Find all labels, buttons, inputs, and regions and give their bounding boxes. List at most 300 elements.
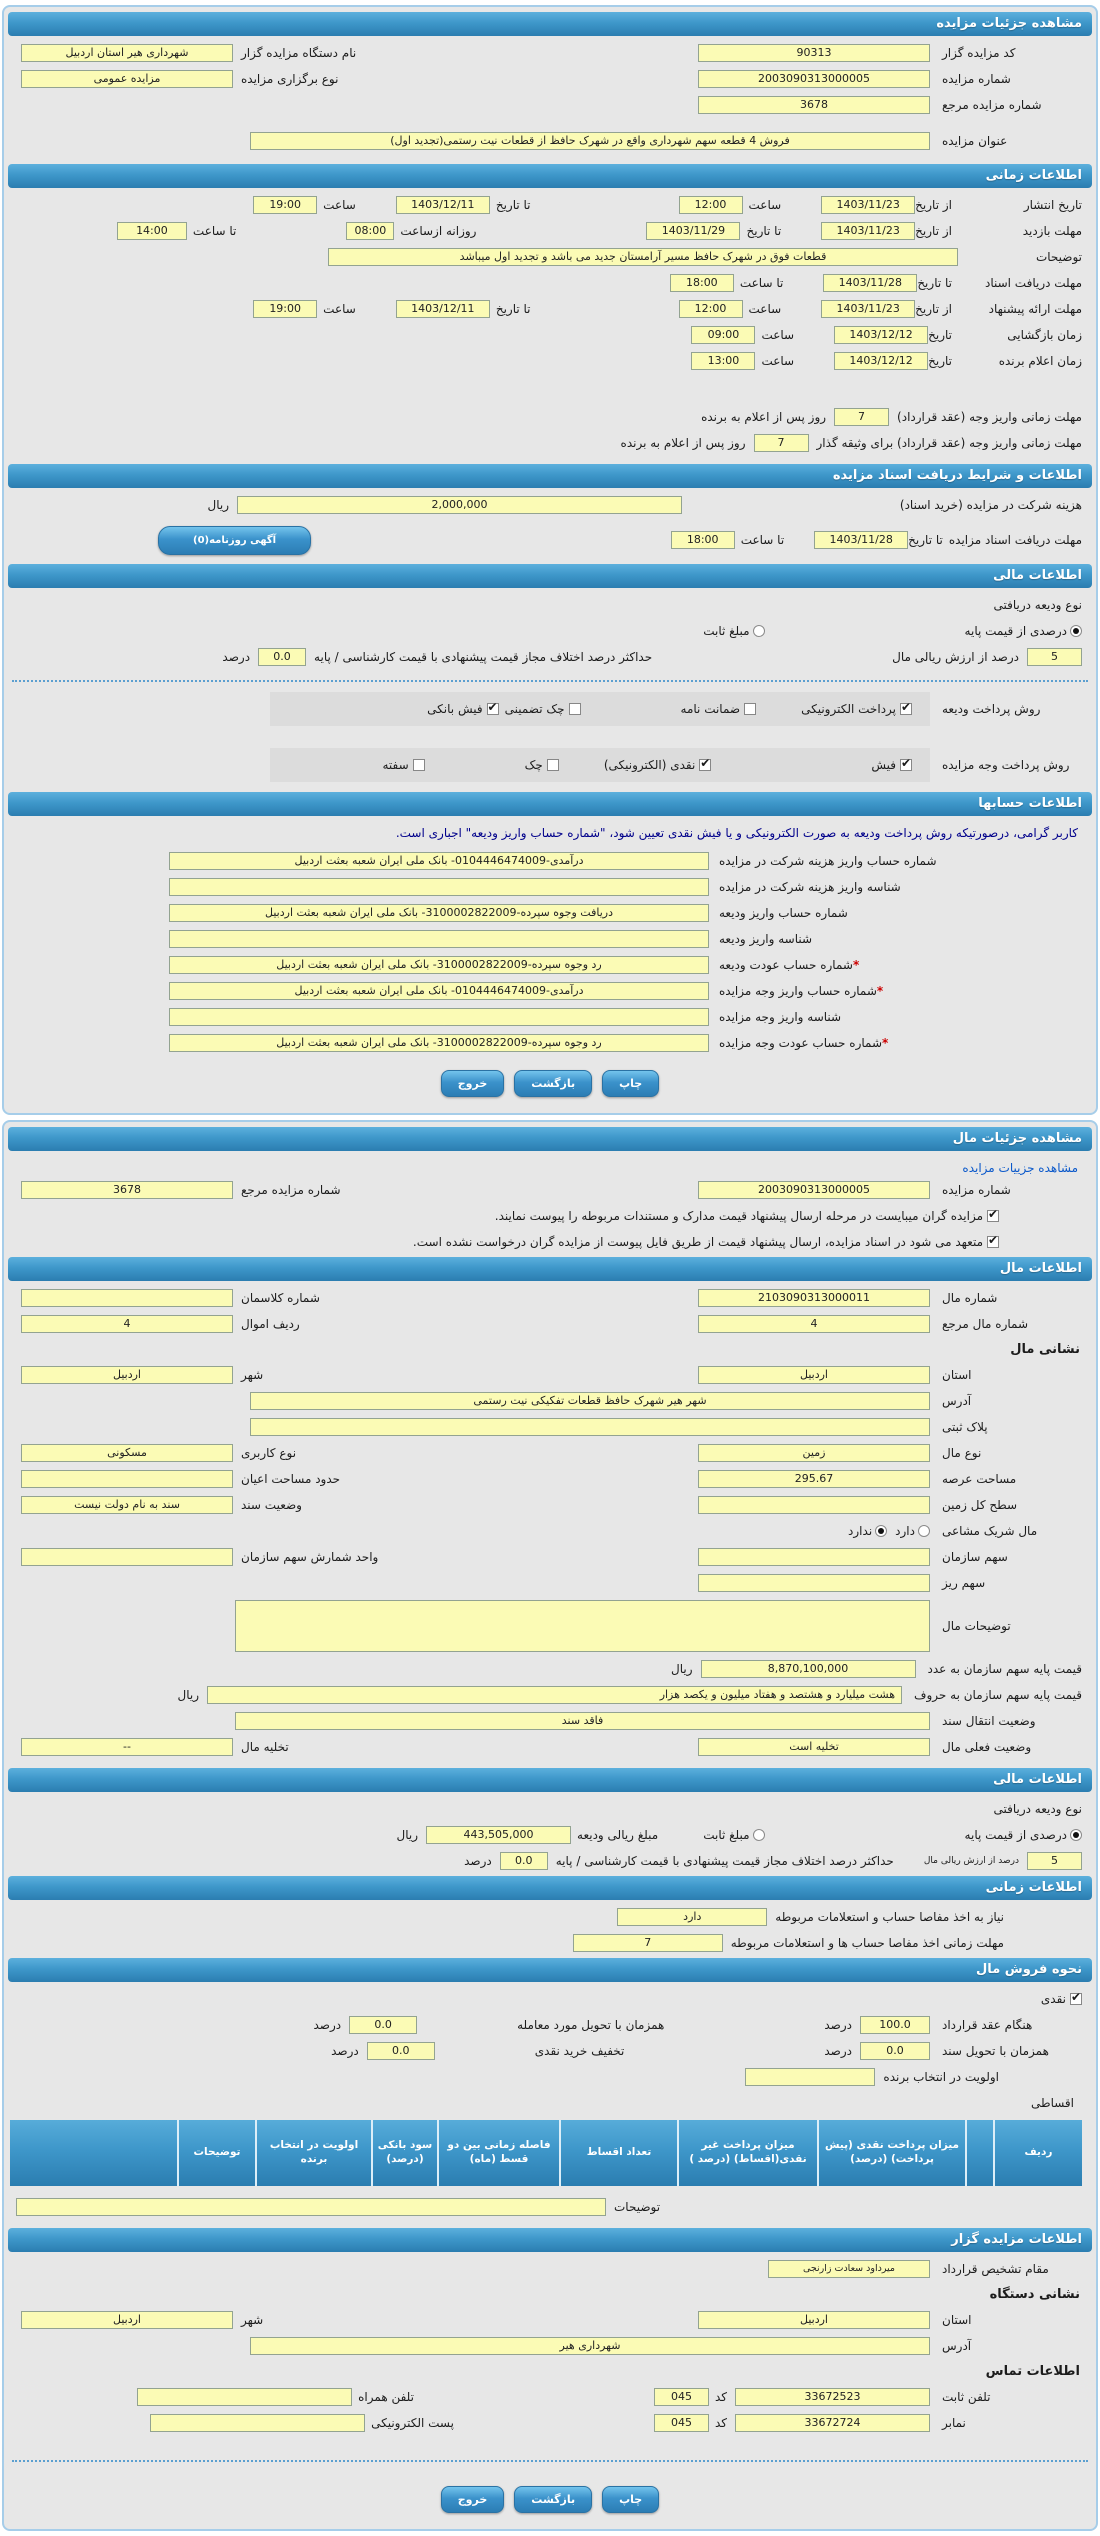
col-winner-priority: اولویت در انتخاب برنده [256, 2120, 372, 2186]
account-row [6, 926, 1094, 952]
payment-deadline-suffix-1: روز پس از اعلام به برنده [701, 410, 827, 424]
publish-from-time-field[interactable]: 12:00 [679, 196, 743, 214]
dotted-divider [12, 680, 1088, 682]
auction-number-field[interactable]: 2003090313000005 [698, 70, 930, 88]
item-ref-field[interactable]: 4 [698, 1315, 930, 1333]
method-secured-check [505, 702, 581, 716]
to-date-word: تا تاریخ [495, 302, 531, 316]
rial-word: ریال [177, 1688, 200, 1702]
deposit-account-field[interactable]: دریافت وجوه سپرده-3100002822009- بانک ملی ایران شعبه بعثت اردبیل [169, 904, 709, 922]
auction-pay-account-field[interactable]: درآمدی-0104446474009- بانک ملی ایران شعبه بعثت اردبیل [169, 982, 709, 1000]
no-file-offer-label: متعهد می شود در اسناد مزایده، ارسال پیشنهاد قیمت از طریق فایل پیوست از مزایده گران درخواست نشده است. [412, 1235, 983, 1249]
docs-deadline-label: مهلت دریافت اسناد مزایده [948, 533, 1082, 547]
hour-word: ساعت [748, 302, 782, 316]
deed-transfer-field[interactable]: فاقد سند [235, 1712, 930, 1730]
max-diff-field[interactable]: 0.0 [500, 1852, 548, 1870]
percent-word: درصد [331, 2044, 359, 2058]
visit-from-field[interactable]: 1403/11/23 [821, 222, 915, 240]
building-area-field[interactable] [21, 1470, 233, 1488]
max-diff-label: حداکثر درصد اختلاف مجاز قیمت پیشنهادی با قیمت کارشناسی / پایه [555, 1854, 894, 1868]
fax-row [6, 2410, 1094, 2436]
item-kind-row [6, 1440, 1094, 1466]
attachment-required-label: مزایده گران میبایست در مرحله ارسال پیشنهاد قیمت مدارک و مستندات مربوطه را پیوست نمایند. [494, 1209, 983, 1223]
sub-share-row [6, 1570, 1094, 1596]
account-row [6, 952, 1094, 978]
account-row [6, 1030, 1094, 1056]
method-guarantee [681, 702, 757, 716]
item-kind-field[interactable]: زمین [698, 1444, 930, 1462]
slip-checkbox[interactable] [900, 759, 912, 771]
winner-priority-label: اولویت در انتخاب برنده [883, 2070, 999, 2084]
deposit-type-row [6, 592, 1094, 618]
clearance-deadline-field[interactable]: 7 [573, 1934, 723, 1952]
from-date-word: از تاریخ [915, 198, 952, 212]
area-label: مساحت عرصه [942, 1472, 1017, 1486]
payment-deadline-label-2: مهلت زمانی واریز وجه (عقد قرارداد) برای وثیقه گذار [816, 436, 1082, 450]
clearance-need-field[interactable]: دارد [617, 1908, 767, 1926]
auction-number-label: شماره مزایده [942, 72, 1011, 86]
org-address-label: آدرس [942, 2339, 972, 2353]
usage-field[interactable]: مسکونی [21, 1444, 233, 1462]
time-description-row [6, 244, 1094, 270]
auction-title-row [6, 128, 1094, 154]
payment-deadline-days-1[interactable]: 7 [834, 408, 889, 426]
item-description-field[interactable] [235, 1600, 930, 1652]
publish-to-date-field[interactable]: 1403/12/11 [396, 196, 490, 214]
sub-share-label: سهم ریز [942, 1576, 986, 1590]
contact-info-subhead: اطلاعات تماس [985, 2364, 1080, 2379]
item-auction-number-row [6, 1177, 1094, 1203]
fixed-amount-radio[interactable] [753, 625, 765, 637]
bank-slip-label: فیش بانکی [427, 702, 483, 716]
shared-no-radio[interactable] [875, 1525, 887, 1537]
org-share-field[interactable] [698, 1548, 930, 1566]
publish-from-date-field[interactable]: 1403/11/23 [821, 196, 915, 214]
section-title: اطلاعات زمانی [985, 168, 1082, 183]
docs-receive-label: مهلت دریافت اسناد [984, 276, 1082, 290]
auction-return-account-field[interactable]: رد وجوه سپرده-3100002822009- بانک ملی ایران شعبه بعثت اردبیل [169, 1034, 709, 1052]
method-check [525, 758, 559, 772]
phone-label: تلفن ثابت [942, 2390, 991, 2404]
time-description-label: توضیحات [1035, 250, 1082, 264]
auction-details-panel [2, 5, 1098, 1115]
visit-to-field[interactable]: 1403/11/29 [646, 222, 740, 240]
col-installment-interval: فاصله زمانی بین دو قسط (ماه) [438, 2120, 560, 2186]
delivery-payment-label: همزمان با تحویل مورد معامله [517, 2018, 665, 2032]
bank-slip-checkbox[interactable] [487, 703, 499, 715]
cash-discount-field[interactable]: 0.0 [367, 2042, 435, 2060]
auction-type-field[interactable]: مزایده عمومی [21, 70, 233, 88]
fax-field[interactable]: 33672724 [735, 2414, 930, 2432]
account-row [6, 848, 1094, 874]
org-address-subhead: نشانی دستگاه [989, 2287, 1080, 2302]
offer-label: مهلت ارائه پیشنهاد [988, 302, 1082, 316]
section-title: نحوه فروش مال [976, 1962, 1082, 1977]
electronic-payment-checkbox[interactable] [900, 703, 912, 715]
payment-deadline-suffix-2: روز پس از اعلام به برنده [620, 436, 746, 450]
org-share-label: سهم سازمان [942, 1550, 1008, 1564]
section-title: اطلاعات و شرایط دریافت اسناد مزایده [832, 468, 1082, 483]
address-field[interactable]: شهر هیر شهرک حافظ قطعات تفکیکی نیت رستمی [250, 1392, 930, 1410]
offer-deadline-row [6, 296, 1094, 322]
auction-payment-method-row [6, 748, 1094, 782]
deposit-type-label: نوع ودیعه دریافتی [993, 1802, 1082, 1816]
participation-fee-field[interactable]: 2,000,000 [237, 496, 682, 514]
auction-pay-id-label: شناسه واریز وجه مزایده [719, 1010, 842, 1024]
deposit-percent-field[interactable]: 5 [1027, 648, 1082, 666]
shared-no-label: ندارد [848, 1524, 873, 1538]
exit-button[interactable]: خروج [441, 2486, 505, 2513]
contract-authority-row [6, 2256, 1094, 2282]
col-select [966, 2120, 994, 2186]
org-name-field[interactable]: شهرداری هیر استان اردبیل [21, 44, 233, 62]
province-field[interactable]: اردبیل [698, 1366, 930, 1384]
section-title: اطلاعات مالی [993, 1772, 1082, 1787]
auction-pay-id-field[interactable] [169, 1008, 709, 1026]
exit-button[interactable]: خروج [441, 1070, 505, 1097]
land-area-label: سطح کل زمین [942, 1498, 1018, 1512]
from-date-word: از تاریخ [915, 224, 952, 238]
classification-label: شماره کلاسمان [241, 1291, 320, 1305]
check-checkbox[interactable] [547, 759, 559, 771]
base-price-words-label: قیمت پایه سهم سازمان به حروف [914, 1688, 1082, 1702]
newspaper-ad-button[interactable]: آگهی روزنامه(0) [158, 526, 311, 555]
payment-deadline-row-2 [6, 430, 1094, 456]
percent-word: درصد [824, 2044, 852, 2058]
area-row [6, 1466, 1094, 1492]
hour-word: ساعت [761, 328, 795, 342]
item-address-row [6, 1388, 1094, 1414]
account-row [6, 1004, 1094, 1030]
no-file-offer-row [6, 1229, 1094, 1255]
section-title: مشاهده جزئیات مال [952, 1131, 1082, 1146]
deposit-amount-label: مبلغ ریالی ودیعه [577, 1828, 659, 1842]
rial-word: ریال [396, 1828, 419, 1842]
fee-deposit-id-label: شناسه واریز هزینه شرکت در مزایده [719, 880, 901, 894]
view-auction-details-link[interactable]: مشاهده جزییات مزایده [962, 1161, 1078, 1175]
auction-payment-method-label: روش پرداخت وجه مزایده [942, 758, 1070, 772]
visit-label: مهلت بازدید [1022, 224, 1082, 238]
section-header-financial-2 [8, 1768, 1092, 1792]
docs-date-field[interactable]: 1403/11/28 [823, 274, 917, 292]
offer-from-time-field[interactable]: 12:00 [679, 300, 743, 318]
contract-payment-label: هنگام عقد قرارداد [942, 2018, 1033, 2032]
base-price-words-row [6, 1682, 1094, 1708]
to-date-word: تا تاریخ [746, 224, 782, 238]
date-word: تاریخ [928, 354, 952, 368]
item-description-row [6, 1596, 1094, 1656]
method-electronic-payment [801, 702, 912, 716]
fax-code-field[interactable]: 045 [654, 2414, 709, 2432]
cash-sale-row [6, 1986, 1094, 2012]
hour-word: ساعت [323, 302, 356, 316]
fixed-amount-label: مبلغ ثابت [703, 624, 750, 638]
to-hour-word: تا ساعت [740, 533, 785, 547]
auction-ref-field[interactable]: 3678 [21, 1181, 233, 1199]
auction-number-row [6, 66, 1094, 92]
evacuation-field[interactable]: -- [21, 1738, 233, 1756]
deposit-kind-radio-row [6, 618, 1094, 644]
section-header-sale-method [8, 1958, 1092, 1982]
section-header-financial-1 [8, 564, 1092, 588]
percent-of-base-radio[interactable] [1070, 625, 1082, 637]
guarantee-checkbox[interactable] [744, 703, 756, 715]
org-city-field[interactable]: اردبیل [21, 2311, 233, 2329]
section-header-item-details [8, 1127, 1092, 1151]
phone-code-field[interactable]: 045 [654, 2388, 709, 2406]
usage-label: نوع کاربری [241, 1446, 297, 1460]
auction-return-account-label: * شماره حساب عودت وجه مزایده [709, 1036, 1004, 1050]
back-button[interactable]: بازگشت [514, 1070, 592, 1097]
accounts-notice: کاربر گرامی، درصورتیکه روش پرداخت ودیعه به صورت الکترونیکی و یا فیش نقدی تعیین شود، "شماره حساب واریز ودیعه" اجباری است. [395, 826, 1078, 840]
section-title: اطلاعات مالی [993, 568, 1082, 583]
slip-label: فیش [871, 758, 896, 772]
auction-number-label: شماره مزایده [942, 1183, 1011, 1197]
date-word: تاریخ [928, 328, 952, 342]
publish-label: تاریخ انتشار [1023, 198, 1082, 212]
city-label: شهر [241, 1368, 264, 1382]
plate-field[interactable] [250, 1418, 930, 1436]
print-button[interactable]: چاپ [602, 2486, 659, 2513]
attachment-required-row [6, 1203, 1094, 1229]
section-header-accounts [8, 792, 1092, 816]
org-share-row [6, 1544, 1094, 1570]
payment-deadline-label-1: مهلت زمانی واریز وجه (عقد قرارداد) [897, 410, 1082, 424]
offer-to-date-field[interactable]: 1403/12/11 [396, 300, 490, 318]
bidder-code-label: کد مزایده گزار [942, 46, 1016, 60]
base-price-row [6, 1656, 1094, 1682]
docs-deadline-row [6, 518, 1094, 562]
col-cash-payment: میزان پرداخت نقدی (پیش پرداخت) (درصد) [818, 2120, 966, 2186]
winner-label: زمان اعلام برنده [998, 354, 1082, 368]
shared-yes-label: دارد [895, 1524, 915, 1538]
classification-field[interactable] [21, 1289, 233, 1307]
contract-payment-field[interactable]: 100.0 [860, 2016, 930, 2034]
deposit-payment-method-group [270, 692, 930, 726]
cash-discount-label: تخفیف خرید نقدی [534, 2044, 625, 2058]
secured-check-checkbox[interactable] [569, 703, 581, 715]
opening-time-row [6, 322, 1094, 348]
deposit-return-account-field[interactable]: رد وجوه سپرده-3100002822009- بانک ملی ایران شعبه بعثت اردبیل [169, 956, 709, 974]
deposit-percent-row [6, 644, 1094, 670]
max-diff-field[interactable]: 0.0 [258, 648, 306, 666]
item-number-field[interactable]: 2103090313000011 [698, 1289, 930, 1307]
promissory-checkbox[interactable] [413, 759, 425, 771]
col-row-number: ردیف [994, 2120, 1082, 2186]
fee-deposit-account-field[interactable]: درآمدی-0104446474009- بانک ملی ایران شعبه بعثت اردبیل [169, 852, 709, 870]
winner-time-field[interactable]: 13:00 [691, 352, 755, 370]
share-unit-field[interactable] [21, 1548, 233, 1566]
installments-header-row [10, 2120, 1082, 2186]
winner-priority-row [6, 2064, 1094, 2090]
percent-of-base-radio[interactable] [1070, 1829, 1082, 1841]
clearance-need-row [6, 1904, 1094, 1930]
sale-description-row [6, 2194, 1094, 2220]
to-hour-word: تا ساعت [192, 224, 237, 238]
docs-time-field[interactable]: 18:00 [670, 274, 734, 292]
offer-from-date-field[interactable]: 1403/11/23 [821, 300, 915, 318]
panel2-buttons [6, 2472, 1094, 2521]
winner-announce-row [6, 348, 1094, 374]
current-status-field[interactable]: تخلیه است [698, 1738, 930, 1756]
participation-fee-row [6, 492, 1094, 518]
org-province-field[interactable]: اردبیل [698, 2311, 930, 2329]
deposit-type-row-2 [6, 1796, 1094, 1822]
hour-word: ساعت [748, 198, 782, 212]
item-details-panel [2, 1120, 1098, 2531]
clearance-deadline-label: مهلت زمانی اخذ مفاصا حساب ها و استعلامات مربوطه [730, 1936, 1004, 1950]
deed-status-field[interactable]: سند به نام دولت نیست [21, 1496, 233, 1514]
electronic-payment-label: پرداخت الکترونیکی [801, 702, 896, 716]
item-number-row [6, 1285, 1094, 1311]
delivery-payment-field[interactable]: 0.0 [349, 2016, 417, 2034]
print-button[interactable]: چاپ [602, 1070, 659, 1097]
contract-authority-label: مقام تشخیص قرارداد [942, 2262, 1049, 2276]
area-field[interactable]: 295.67 [698, 1470, 930, 1488]
docs-deadline-date-field[interactable]: 1403/11/28 [814, 531, 908, 549]
percent-of-base-label: درصدی از قیمت پایه [964, 624, 1067, 638]
publish-to-time-field[interactable]: 19:00 [253, 196, 317, 214]
fax-label: نمابر [942, 2416, 966, 2430]
base-price-field[interactable]: 8,870,100,000 [701, 1660, 916, 1678]
daily-from-hour-word: روزانه ازساعت [400, 224, 477, 238]
clearance-deadline-row [6, 1930, 1094, 1956]
deposit-payment-method-label: روش پرداخت ودیعه [942, 702, 1041, 716]
property-row-label: ردیف اموال [241, 1317, 300, 1331]
opening-date-field[interactable]: 1403/12/12 [834, 326, 928, 344]
deed-transfer-label: وضعیت انتقال سند [942, 1714, 1036, 1728]
auction-ref-row [6, 92, 1094, 118]
section-title: اطلاعات حسابها [978, 796, 1082, 811]
method-promissory [382, 758, 424, 772]
auction-number-field[interactable]: 2003090313000005 [698, 1181, 930, 1199]
item-number-label: شماره مال [942, 1291, 998, 1305]
deposit-return-account-label: * شماره حساب عودت ودیعه [709, 958, 1004, 972]
rial-word: ریال [671, 1662, 693, 1676]
docs-receive-row [6, 270, 1094, 296]
fixed-amount-label: مبلغ ثابت [703, 1828, 750, 1842]
email-label: پست الکترونیکی [371, 2416, 454, 2430]
method-bank-slip [427, 702, 498, 716]
cash-sale-checkbox[interactable] [1070, 1993, 1082, 2005]
guarantee-label: ضمانت نامه [680, 702, 741, 716]
mobile-field[interactable] [137, 2388, 352, 2406]
offer-to-time-field[interactable]: 19:00 [253, 300, 317, 318]
percent-word: درصد [222, 650, 251, 664]
share-unit-label: واحد شمارش سهم سازمان [241, 1550, 379, 1564]
fee-deposit-id-field[interactable] [169, 878, 709, 896]
auction-payment-method-group [270, 748, 930, 782]
sub-share-field[interactable] [698, 1574, 930, 1592]
address-label: آدرس [942, 1394, 972, 1408]
phone-field[interactable]: 33672523 [735, 2388, 930, 2406]
province-label: استان [942, 1368, 972, 1382]
plate-label: پلاک ثبتی [942, 1420, 988, 1434]
deed-payment-field[interactable]: 0.0 [860, 2042, 930, 2060]
bidder-code-field[interactable]: 90313 [698, 44, 930, 62]
cash-electronic-checkbox[interactable] [699, 759, 711, 771]
method-slip [871, 758, 912, 772]
deposit-percent-field[interactable]: 5 [1027, 1852, 1082, 1870]
no-file-offer-checkbox[interactable] [987, 1236, 999, 1248]
docs-deadline-time-field[interactable]: 18:00 [671, 531, 735, 549]
max-diff-label: حداکثر درصد اختلاف مجاز قیمت پیشنهادی با قیمت کارشناسی / پایه [314, 650, 653, 664]
deposit-payment-method-row [6, 692, 1094, 726]
auction-ref-field[interactable]: 3678 [698, 96, 930, 114]
contract-payment-row [6, 2012, 1094, 2038]
base-price-words-field[interactable]: هشت میلیارد و هشتصد و هفتاد میلیون و یکصد هزار [207, 1686, 902, 1704]
percent-of-base-label: درصدی از قیمت پایه [964, 1828, 1067, 1842]
deposit-amount-field[interactable]: 443,505,000 [426, 1826, 571, 1844]
deed-status-label: وضعیت سند [241, 1498, 302, 1512]
auction-ref-label: شماره مزایده مرجع [241, 1183, 341, 1197]
publish-date-row [6, 192, 1094, 218]
section-header-time-2 [8, 1876, 1092, 1900]
opening-label: زمان بازگشایی [1007, 328, 1082, 342]
org-province-row [6, 2307, 1094, 2333]
time-description-field[interactable]: قطعات فوق در شهرک حافظ مسیر آرامستان جدید می باشد و تجدید اول میباشد [328, 248, 958, 266]
clearance-need-label: نیاز به اخذ مفاصا حساب و استعلامات مربوطه [775, 1910, 1004, 1924]
attachment-required-checkbox[interactable] [987, 1210, 999, 1222]
shared-yes-radio[interactable] [918, 1525, 930, 1537]
sale-description-field[interactable] [16, 2198, 606, 2216]
evacuation-label: تخلیه مال [241, 1740, 289, 1754]
fixed-amount-radio[interactable] [753, 1829, 765, 1841]
visit-start-field[interactable]: 08:00 [346, 222, 394, 240]
building-area-label: حدود مساحت اعیان [241, 1472, 341, 1486]
deed-transfer-row [6, 1708, 1094, 1734]
org-address-field[interactable]: شهرداری هیر [250, 2337, 930, 2355]
visit-end-field[interactable]: 14:00 [117, 222, 187, 240]
item-ref-label: شماره مال مرجع [942, 1317, 1029, 1331]
auction-title-field[interactable]: فروش 4 قطعه سهم شهرداری واقع در شهرک حافظ از قطعات نیت رستمی(تجدید اول) [250, 132, 930, 150]
payment-deadline-row-1 [6, 404, 1094, 430]
col-description: توضیحات [178, 2120, 256, 2186]
city-field[interactable]: اردبیل [21, 1366, 233, 1384]
property-row-field[interactable]: 4 [21, 1315, 233, 1333]
visit-deadline-row [6, 218, 1094, 244]
deposit-id-label: شناسه واریز ودیعه [719, 932, 813, 946]
shared-owner-row [6, 1518, 1094, 1544]
deposit-account-label: شماره حساب واریز ودیعه [719, 906, 848, 920]
auction-type-label: نوع برگزاری مزایده [241, 72, 339, 86]
cash-sale-label: نقدی [1040, 1992, 1066, 2006]
installment-label: اقساطی [1031, 2096, 1074, 2110]
payment-deadline-days-2[interactable]: 7 [754, 434, 809, 452]
col-noncash-payment: میزان پرداخت غیر نقدی(اقساط) (درصد ) [678, 2120, 818, 2186]
email-field[interactable] [150, 2414, 365, 2432]
deposit-id-field[interactable] [169, 930, 709, 948]
winner-priority-field[interactable] [745, 2068, 875, 2086]
deposit-percent-label: درصد از ارزش ریالی مال [892, 650, 1019, 664]
percent-word: درصد [464, 1854, 492, 1868]
deposit-kind-radio-row-2 [6, 1822, 1094, 1848]
percent-word: درصد [313, 2018, 342, 2032]
auction-pay-account-label: * شماره حساب واریز وجه مزایده [709, 984, 1004, 998]
auction-ref-label: شماره مزایده مرجع [942, 98, 1042, 112]
land-area-field[interactable] [698, 1496, 930, 1514]
section-header-item-info [8, 1257, 1092, 1281]
fee-deposit-account-label: شماره حساب واریز هزینه شرکت در مزایده [719, 854, 937, 868]
contract-authority-field[interactable]: میرداود سعادت زارنجی [768, 2260, 930, 2278]
winner-date-field[interactable]: 1403/12/12 [834, 352, 928, 370]
deed-payment-row [6, 2038, 1094, 2064]
section-header-time-info [8, 164, 1092, 188]
opening-time-field[interactable]: 09:00 [691, 326, 755, 344]
back-button[interactable]: بازگشت [514, 2486, 592, 2513]
mobile-label: تلفن همراه [358, 2390, 414, 2404]
from-date-word: از تاریخ [915, 302, 952, 316]
